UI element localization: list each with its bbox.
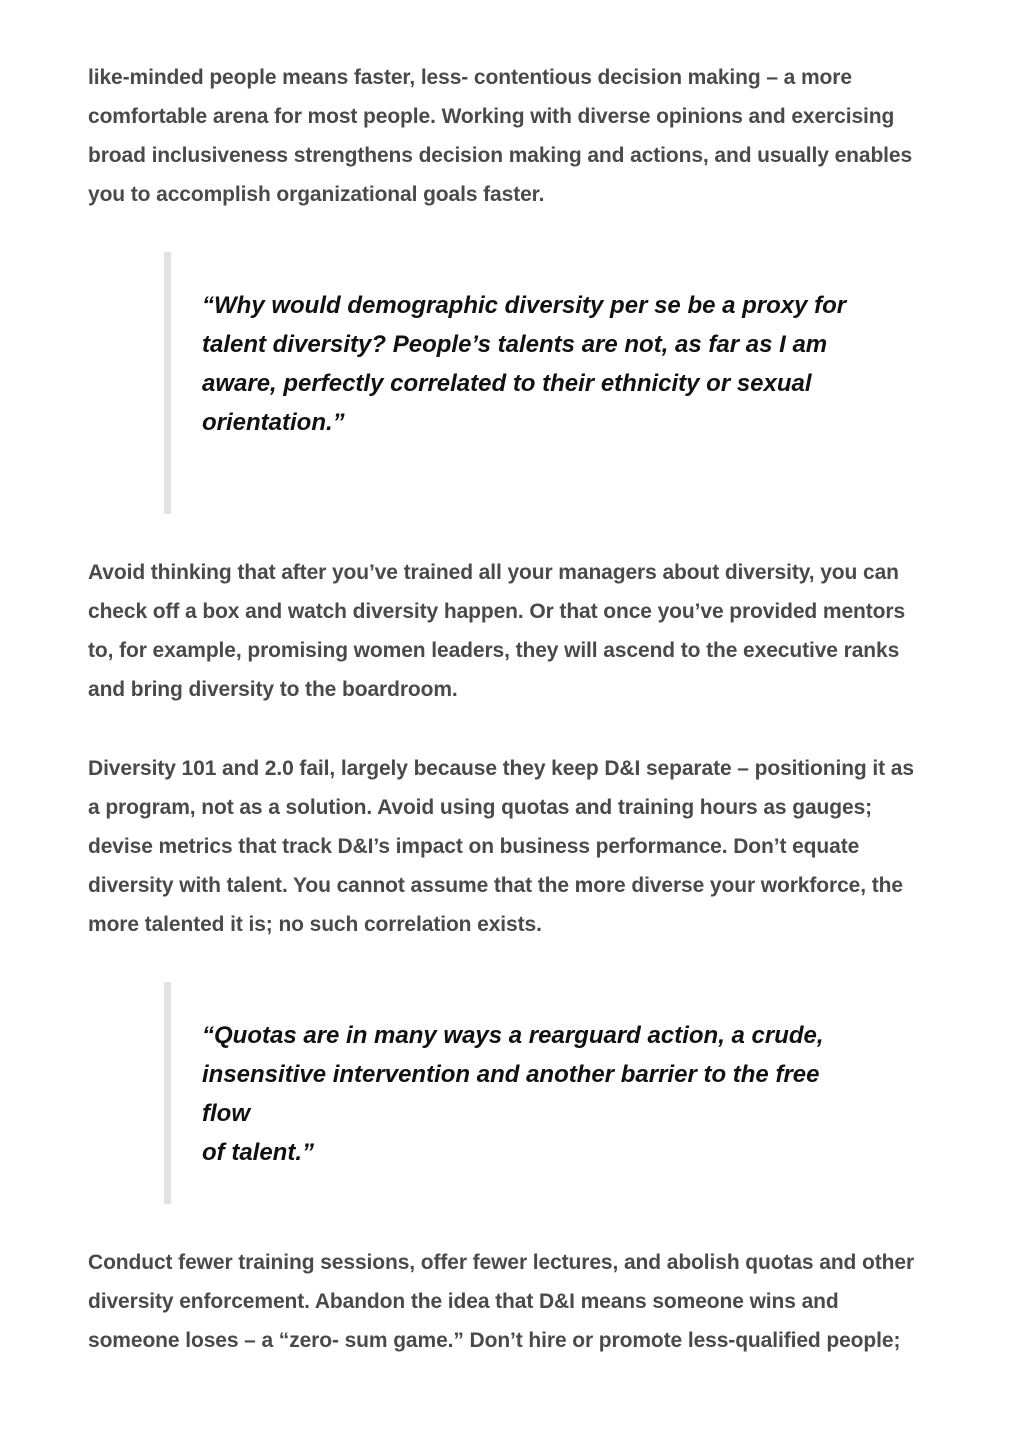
pull-quote-2-text: “Quotas are in many ways a rearguard action, a crude, insensitive intervention and another barrier to the free flow of talent.” [202, 1022, 824, 1166]
pull-quote-1-text: “Why would demographic diversity per se be a proxy for talent diversity? People’s talents are not, as far as I am aware, perfectly correlated to their ethnicity or sexual orientation.” [202, 292, 847, 436]
body-paragraph-4: Conduct fewer training sessions, offer fewer lectures, and abolish quotas and other diversity enforcement. Abandon the idea that D&I means someone wins and someone loses – a “zero- sum game.” Don’t hire or promote less-qualified people; [88, 1251, 915, 1352]
body-paragraph-1: like-minded people means faster, less- contentious decision making – a more comfortable arena for most people. Working with diverse opinions and exercising broad inclusiveness strengthens decision making and actions, and usually enables you to accomplish organizational goals faster. [88, 66, 913, 206]
pull-quote-2 [164, 982, 864, 1204]
body-paragraph-3: Diversity 101 and 2.0 fail, largely because they keep D&I separate – positioning it as a program, not as a solution. Avoid using quotas and training hours as gauges; devise metrics that track D&I’s impact on business performance. Don’t equate diversity with talent. You cannot assume that the more diverse your workforce, the more talented it is; no such correlation exists. [88, 757, 914, 936]
pull-quote-1 [164, 252, 864, 514]
body-paragraph-2: Avoid thinking that after you’ve trained all your managers about diversity, you can check off a box and watch diversity happen. Or that once you’ve provided mentors to, for example, promising women leaders, they will ascend to the executive ranks and bring diversity to the boardroom. [88, 561, 906, 701]
